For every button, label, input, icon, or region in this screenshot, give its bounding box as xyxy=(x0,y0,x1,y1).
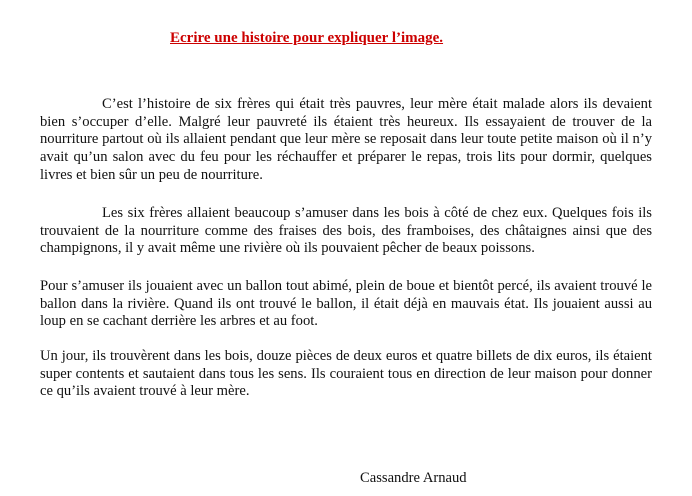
paragraph-4: Un jour, ils trouvèrent dans les bois, douze pièces de deux euros et quatre billets de dix euros, ils étaient super contents et sautaient dans tous les sens. Ils couraient tous en direction de leur maison pour donner ce qu’ils avaient trouvé à leur mère. xyxy=(40,348,652,400)
paragraph-2: Les six frères allaient beaucoup s’amuser dans les bois à côté de chez eux. Quelques fois ils trouvaient de la nourriture comme des fraises des bois, des framboises, des châtaignes ainsi que des champignons, il y avait même une rivière où ils pouvaient pêcher de beaux poissons. xyxy=(40,205,652,257)
author-signature: Cassandre Arnaud xyxy=(360,470,467,486)
paragraph-3: Pour s’amuser ils jouaient avec un ballon tout abimé, plein de boue et bientôt percé, ils avaient trouvé le ballon dans la rivière. Quand ils ont trouvé le ballon, il était déjà en mauvais état. Ils jouaient aussi au loup en se cachant derrière les arbres et au foot. xyxy=(40,278,652,330)
page-title: Ecrire une histoire pour expliquer l’image. xyxy=(170,30,444,46)
paragraph-1: C’est l’histoire de six frères qui était très pauvres, leur mère était malade alors ils devaient bien s’occuper d’elle. Malgré leur pauvreté ils étaient très heureux. Ils essayaient de trouver de la nourriture partout où ils allaient pendant que leur mère se reposait dans leur toute petite maison où il n’y avait qu’un salon avec du feu pour les réchauffer et préparer le repas, trois lits pour dormir, quelques livres et bien sûr un peu de nourriture. xyxy=(40,96,652,183)
